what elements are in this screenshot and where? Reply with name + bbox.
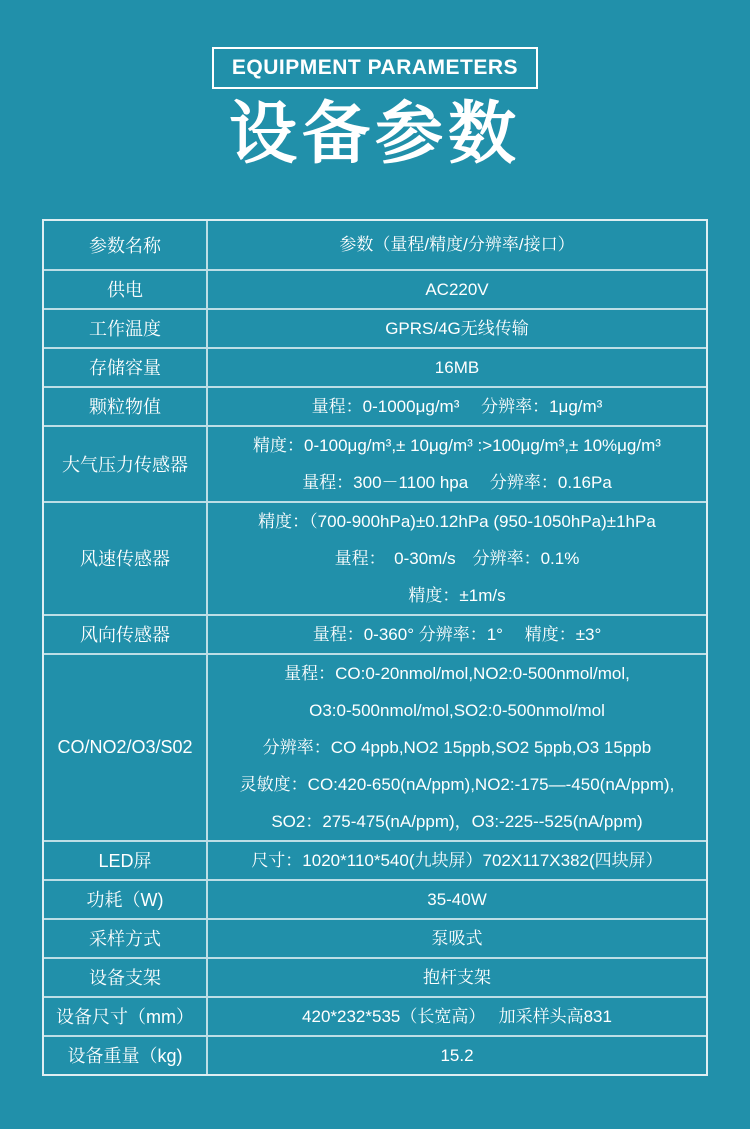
parameter-value-line: 精度：±1m/s [408, 585, 506, 605]
table-row [44, 386, 706, 425]
parameter-name: 设备重量（kg) [44, 1037, 208, 1074]
parameter-value [208, 616, 706, 653]
table-row [44, 347, 706, 386]
parameter-value [208, 959, 706, 996]
table-row [44, 918, 706, 957]
table-row [44, 308, 706, 347]
parameter-value [208, 881, 706, 918]
parameter-name: 采样方式 [44, 920, 208, 957]
table-row [44, 1035, 706, 1074]
parameter-value-line: 量程：0-1000μg/m³ 分辨率：1μg/m³ [311, 396, 603, 416]
parameter-value-line: 量程：300－1100 hpa 分辨率：0.16Pa [302, 472, 612, 492]
parameter-value-line: 16MB [434, 357, 480, 377]
parameter-value-line: 量程： 0-30m/s 分辨率：0.1% [334, 548, 580, 568]
parameter-value-line: 泵吸式 [431, 928, 483, 948]
parameter-name: LED屏 [44, 842, 208, 879]
page-header [0, 0, 750, 89]
parameter-value [208, 427, 706, 501]
parameter-value [208, 271, 706, 308]
table-row [44, 840, 706, 879]
parameter-name: 功耗（W) [44, 881, 208, 918]
parameter-name: 风向传感器 [44, 616, 208, 653]
parameter-value-line: SO2：275-475(nA/ppm)，O3:-225--525(nA/ppm) [271, 811, 643, 831]
parameter-value [208, 655, 706, 840]
parameter-value-line: 15.2 [440, 1045, 474, 1065]
equipment-parameters-badge: EQUIPMENT PARAMETERS [212, 47, 538, 89]
parameter-value [208, 349, 706, 386]
parameter-value [208, 388, 706, 425]
parameter-name: 风速传感器 [44, 503, 208, 614]
parameter-name: CO/NO2/O3/S02 [44, 655, 208, 840]
parameter-value [208, 920, 706, 957]
parameter-value [208, 310, 706, 347]
table-row [44, 221, 706, 269]
table-row [44, 879, 706, 918]
parameter-name: 参数名称 [44, 221, 208, 269]
parameter-value-line: AC220V [425, 279, 489, 299]
table-row [44, 425, 706, 501]
page-title: 设备参数 [228, 96, 521, 172]
parameter-name: 设备尺寸（mm） [44, 998, 208, 1035]
parameter-value-line: GPRS/4G无线传输 [385, 318, 529, 338]
parameter-value [208, 503, 706, 614]
parameters-table [42, 219, 708, 1076]
parameter-value [208, 842, 706, 879]
parameter-value [208, 998, 706, 1035]
table-row [44, 501, 706, 614]
parameter-value-line: 精度：0-100μg/m³,± 10μg/m³ :>100μg/m³,± 10%μg/m³ [253, 435, 661, 455]
parameter-value-line: 参数（量程/精度/分辨率/接口） [339, 235, 575, 255]
parameter-name: 存储容量 [44, 349, 208, 386]
parameter-name: 大气压力传感器 [44, 427, 208, 501]
parameter-name: 设备支架 [44, 959, 208, 996]
parameter-value [208, 1037, 706, 1074]
parameter-name: 颗粒物值 [44, 388, 208, 425]
parameter-value-line: 灵敏度：CO:420-650(nA/ppm),NO2:-175—-450(nA/ppm), [239, 774, 675, 794]
parameter-value-line: 420*232*535（长宽高） 加采样头高831 [302, 1006, 612, 1026]
parameter-value [208, 221, 706, 269]
parameter-value-line: O3:0-500nmol/mol,SO2:0-500nmol/mol [309, 700, 605, 720]
table-row [44, 996, 706, 1035]
parameter-value-line: 量程：0-360° 分辨率：1° 精度：±3° [312, 624, 602, 644]
table-row [44, 614, 706, 653]
parameter-value-line: 精度：（700-900hPa)±0.12hPa (950-1050hPa)±1hPa [258, 511, 656, 531]
parameter-value-line: 量程：CO:0-20nmol/mol,NO2:0-500nmol/mol, [284, 663, 630, 683]
parameter-name: 供电 [44, 271, 208, 308]
parameter-value-line: 35-40W [427, 889, 487, 909]
table-row [44, 653, 706, 840]
table-row [44, 957, 706, 996]
table-row [44, 269, 706, 308]
parameter-value-line: 抱杆支架 [423, 967, 491, 987]
parameter-value-line: 分辨率：CO 4ppb,NO2 15ppb,SO2 5ppb,O3 15ppb [262, 737, 652, 757]
parameter-value-line: 尺寸：1020*110*540(九块屏）702X117X382(四块屏） [251, 850, 663, 870]
parameter-name: 工作温度 [44, 310, 208, 347]
